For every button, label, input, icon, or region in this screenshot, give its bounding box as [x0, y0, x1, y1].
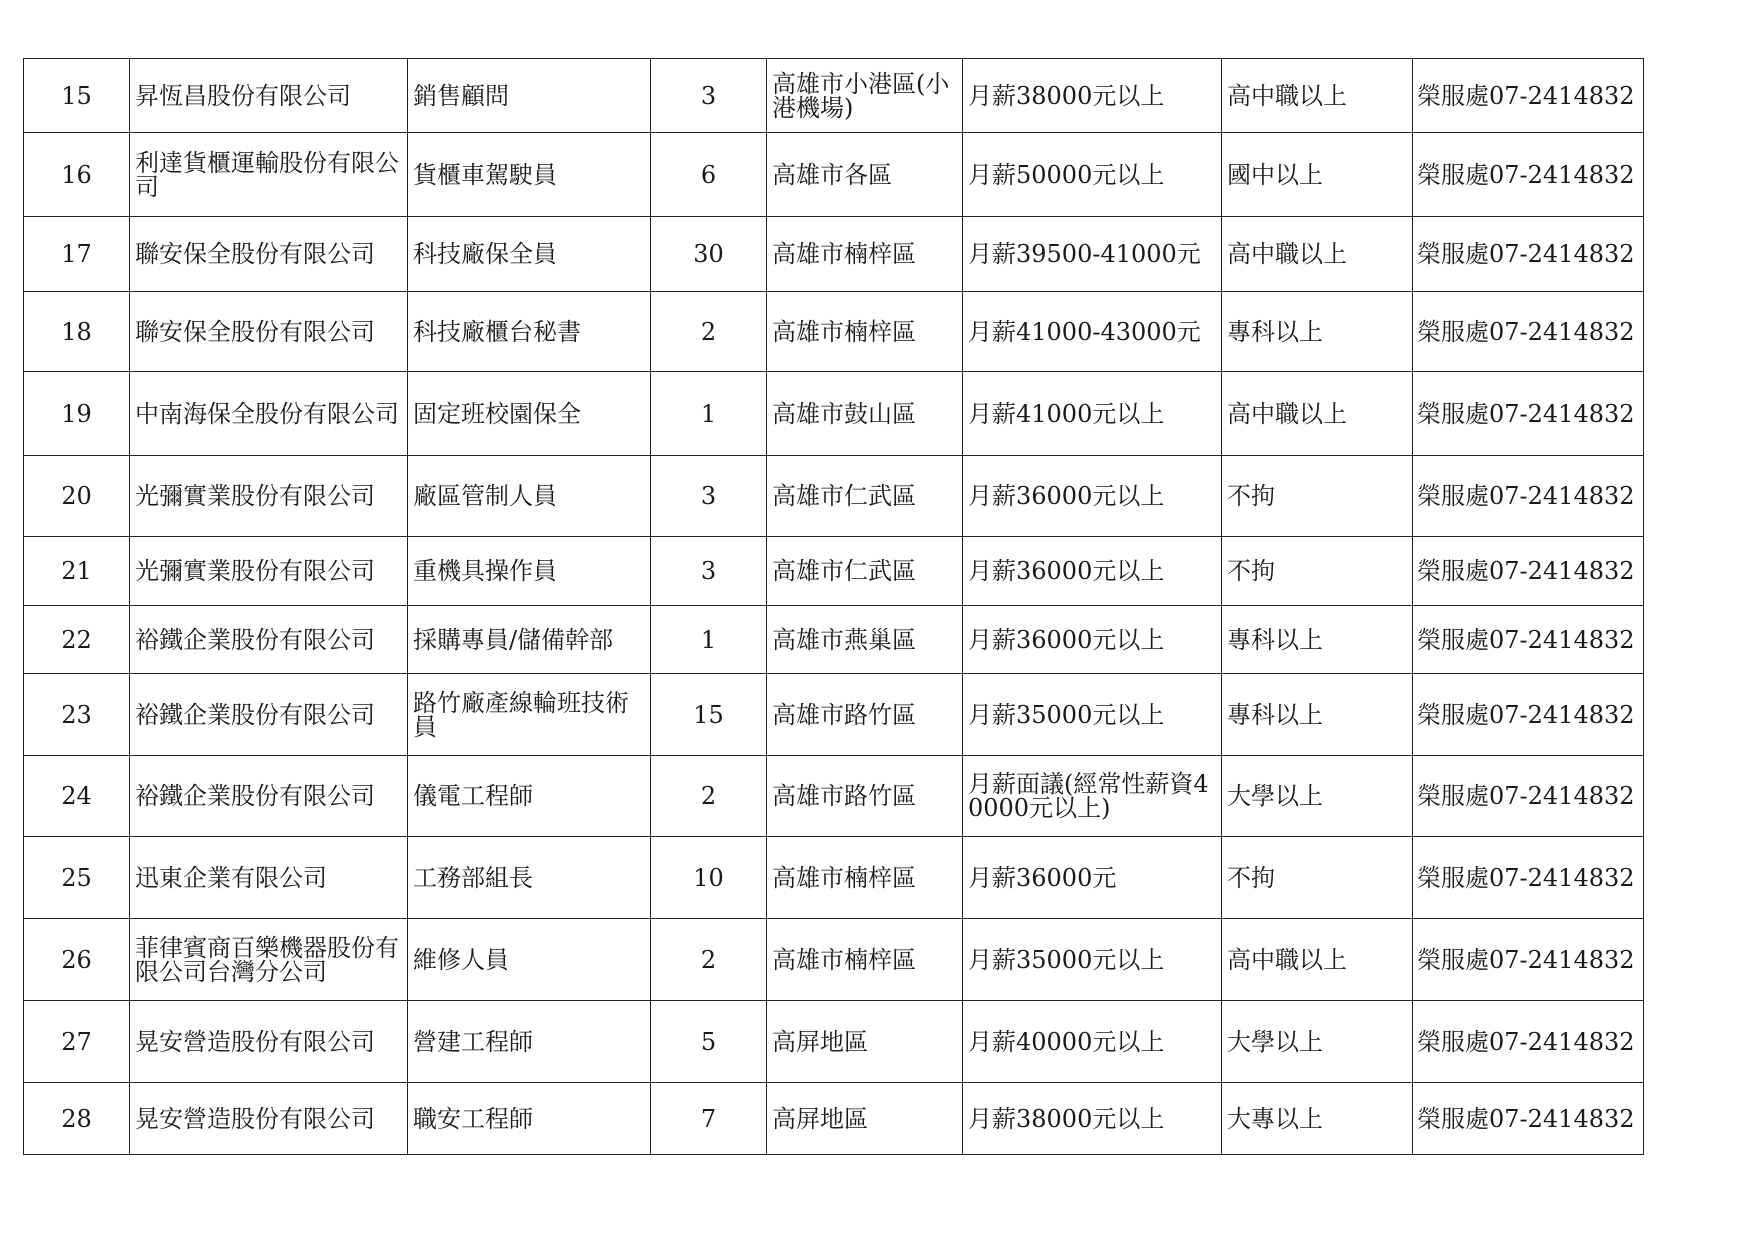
- contact-cell: 榮服處07-2414832: [1413, 372, 1644, 456]
- headcount-cell: 7: [651, 1083, 767, 1155]
- table-row: [24, 537, 1644, 606]
- education-cell: 專科以上: [1222, 606, 1413, 674]
- salary-cell: 月薪50000元以上: [963, 133, 1222, 217]
- job-rows: [24, 59, 1644, 1155]
- headcount-cell: 1: [651, 606, 767, 674]
- headcount-cell: 30: [651, 217, 767, 292]
- salary-cell: 月薪面議(經常性薪資40000元以上): [963, 756, 1222, 837]
- job-title-cell: 採購專員/儲備幹部: [408, 606, 651, 674]
- table-row: [24, 59, 1644, 133]
- job-number-cell: 18: [24, 292, 130, 372]
- education-cell: 不拘: [1222, 456, 1413, 537]
- job-title-cell: 銷售顧問: [408, 59, 651, 133]
- location-cell: 高雄市燕巢區: [767, 606, 963, 674]
- headcount-cell: 15: [651, 674, 767, 756]
- job-number-cell: 24: [24, 756, 130, 837]
- headcount-cell: 1: [651, 372, 767, 456]
- education-cell: 高中職以上: [1222, 59, 1413, 133]
- education-cell: 高中職以上: [1222, 372, 1413, 456]
- company-name-cell: 昇恆昌股份有限公司: [130, 59, 408, 133]
- location-cell: 高雄市仁武區: [767, 537, 963, 606]
- company-name-cell: 光彌實業股份有限公司: [130, 456, 408, 537]
- company-name-cell: 中南海保全股份有限公司: [130, 372, 408, 456]
- education-cell: 專科以上: [1222, 292, 1413, 372]
- contact-cell: 榮服處07-2414832: [1413, 133, 1644, 217]
- job-title-cell: 廠區管制人員: [408, 456, 651, 537]
- job-title-cell: 營建工程師: [408, 1001, 651, 1083]
- job-title-cell: 儀電工程師: [408, 756, 651, 837]
- job-title-cell: 科技廠保全員: [408, 217, 651, 292]
- location-cell: 高雄市鼓山區: [767, 372, 963, 456]
- headcount-cell: 5: [651, 1001, 767, 1083]
- headcount-cell: 6: [651, 133, 767, 217]
- headcount-cell: 3: [651, 456, 767, 537]
- location-cell: 高屏地區: [767, 1001, 963, 1083]
- salary-cell: 月薪39500-41000元: [963, 217, 1222, 292]
- company-name-cell: 迅東企業有限公司: [130, 837, 408, 919]
- job-number-cell: 21: [24, 537, 130, 606]
- location-cell: 高雄市路竹區: [767, 674, 963, 756]
- company-name-cell: 利達貨櫃運輸股份有限公司: [130, 133, 408, 217]
- salary-cell: 月薪41000-43000元: [963, 292, 1222, 372]
- location-cell: 高雄市路竹區: [767, 756, 963, 837]
- company-name-cell: 聯安保全股份有限公司: [130, 292, 408, 372]
- location-cell: 高雄市楠梓區: [767, 837, 963, 919]
- job-number-cell: 26: [24, 919, 130, 1001]
- table-row: [24, 674, 1644, 756]
- salary-cell: 月薪36000元: [963, 837, 1222, 919]
- company-name-cell: 聯安保全股份有限公司: [130, 217, 408, 292]
- contact-cell: 榮服處07-2414832: [1413, 217, 1644, 292]
- education-cell: 不拘: [1222, 837, 1413, 919]
- education-cell: 大專以上: [1222, 1083, 1413, 1155]
- table-row: [24, 292, 1644, 372]
- table-row: [24, 1083, 1644, 1155]
- table-row: [24, 756, 1644, 837]
- contact-cell: 榮服處07-2414832: [1413, 756, 1644, 837]
- job-title-cell: 維修人員: [408, 919, 651, 1001]
- headcount-cell: 2: [651, 292, 767, 372]
- salary-cell: 月薪36000元以上: [963, 456, 1222, 537]
- table-row: [24, 606, 1644, 674]
- location-cell: 高雄市楠梓區: [767, 292, 963, 372]
- job-number-cell: 27: [24, 1001, 130, 1083]
- job-title-cell: 路竹廠產線輪班技術員: [408, 674, 651, 756]
- job-title-cell: 科技廠櫃台秘書: [408, 292, 651, 372]
- location-cell: 高雄市各區: [767, 133, 963, 217]
- job-title-cell: 重機具操作員: [408, 537, 651, 606]
- contact-cell: 榮服處07-2414832: [1413, 674, 1644, 756]
- job-number-cell: 19: [24, 372, 130, 456]
- job-title-cell: 貨櫃車駕駛員: [408, 133, 651, 217]
- salary-cell: 月薪35000元以上: [963, 674, 1222, 756]
- job-number-cell: 17: [24, 217, 130, 292]
- company-name-cell: 裕鐵企業股份有限公司: [130, 756, 408, 837]
- education-cell: 高中職以上: [1222, 217, 1413, 292]
- job-number-cell: 16: [24, 133, 130, 217]
- table-row: [24, 217, 1644, 292]
- table-row: [24, 456, 1644, 537]
- contact-cell: 榮服處07-2414832: [1413, 606, 1644, 674]
- job-title-cell: 固定班校園保全: [408, 372, 651, 456]
- company-name-cell: 晃安營造股份有限公司: [130, 1001, 408, 1083]
- location-cell: 高雄市楠梓區: [767, 217, 963, 292]
- contact-cell: 榮服處07-2414832: [1413, 292, 1644, 372]
- headcount-cell: 3: [651, 537, 767, 606]
- education-cell: 國中以上: [1222, 133, 1413, 217]
- salary-cell: 月薪38000元以上: [963, 59, 1222, 133]
- headcount-cell: 10: [651, 837, 767, 919]
- contact-cell: 榮服處07-2414832: [1413, 456, 1644, 537]
- salary-cell: 月薪41000元以上: [963, 372, 1222, 456]
- education-cell: 不拘: [1222, 537, 1413, 606]
- salary-cell: 月薪35000元以上: [963, 919, 1222, 1001]
- headcount-cell: 2: [651, 756, 767, 837]
- job-number-cell: 15: [24, 59, 130, 133]
- education-cell: 專科以上: [1222, 674, 1413, 756]
- salary-cell: 月薪36000元以上: [963, 537, 1222, 606]
- table-row: [24, 919, 1644, 1001]
- company-name-cell: 裕鐵企業股份有限公司: [130, 674, 408, 756]
- job-number-cell: 28: [24, 1083, 130, 1155]
- contact-cell: 榮服處07-2414832: [1413, 837, 1644, 919]
- education-cell: 大學以上: [1222, 1001, 1413, 1083]
- job-number-cell: 23: [24, 674, 130, 756]
- education-cell: 高中職以上: [1222, 919, 1413, 1001]
- table-row: [24, 837, 1644, 919]
- location-cell: 高屏地區: [767, 1083, 963, 1155]
- contact-cell: 榮服處07-2414832: [1413, 919, 1644, 1001]
- job-number-cell: 22: [24, 606, 130, 674]
- table-row: [24, 1001, 1644, 1083]
- salary-cell: 月薪38000元以上: [963, 1083, 1222, 1155]
- location-cell: 高雄市楠梓區: [767, 919, 963, 1001]
- company-name-cell: 裕鐵企業股份有限公司: [130, 606, 408, 674]
- table-row: [24, 372, 1644, 456]
- contact-cell: 榮服處07-2414832: [1413, 1001, 1644, 1083]
- company-name-cell: 晃安營造股份有限公司: [130, 1083, 408, 1155]
- job-number-cell: 25: [24, 837, 130, 919]
- headcount-cell: 3: [651, 59, 767, 133]
- location-cell: 高雄市仁武區: [767, 456, 963, 537]
- location-cell: 高雄市小港區(小港機場): [767, 59, 963, 133]
- job-listings-table: [23, 58, 1644, 1155]
- contact-cell: 榮服處07-2414832: [1413, 59, 1644, 133]
- contact-cell: 榮服處07-2414832: [1413, 1083, 1644, 1155]
- headcount-cell: 2: [651, 919, 767, 1001]
- contact-cell: 榮服處07-2414832: [1413, 537, 1644, 606]
- salary-cell: 月薪40000元以上: [963, 1001, 1222, 1083]
- education-cell: 大學以上: [1222, 756, 1413, 837]
- company-name-cell: 菲律賓商百樂機器股份有限公司台灣分公司: [130, 919, 408, 1001]
- table-row: [24, 133, 1644, 217]
- job-number-cell: 20: [24, 456, 130, 537]
- job-title-cell: 工務部組長: [408, 837, 651, 919]
- salary-cell: 月薪36000元以上: [963, 606, 1222, 674]
- company-name-cell: 光彌實業股份有限公司: [130, 537, 408, 606]
- job-title-cell: 職安工程師: [408, 1083, 651, 1155]
